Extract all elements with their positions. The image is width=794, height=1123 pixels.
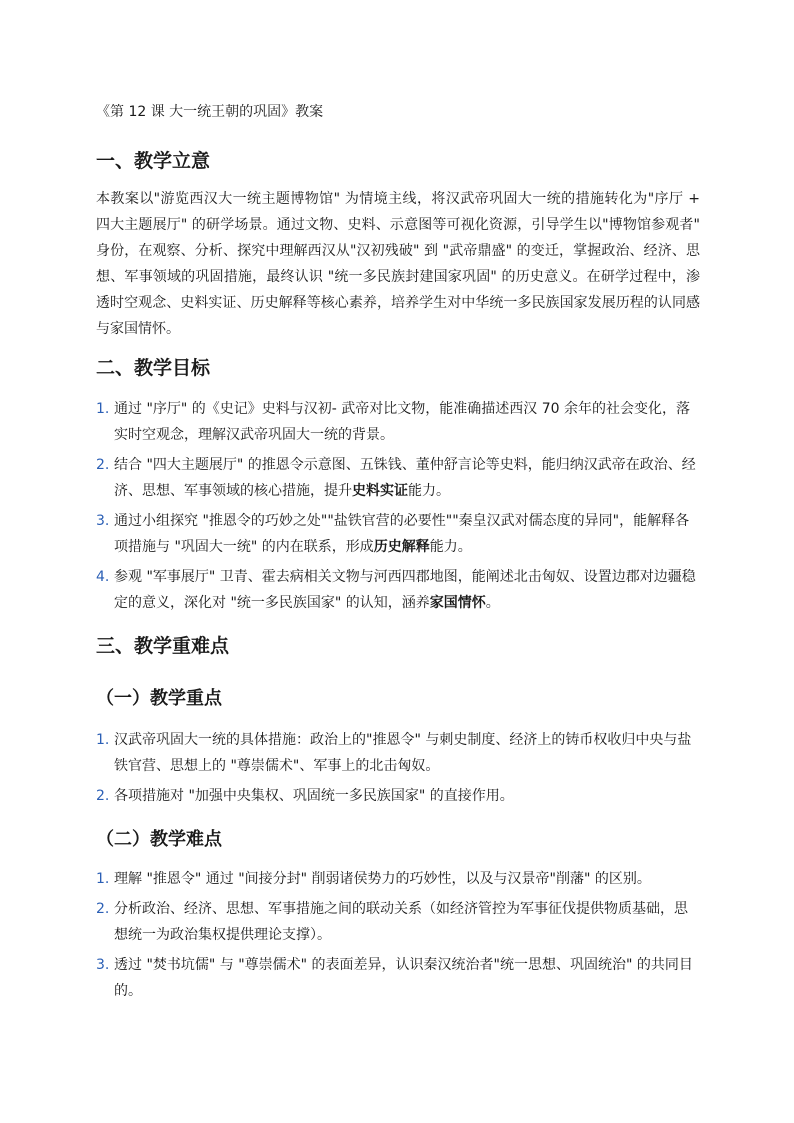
list-item-tail: 。 [485, 595, 500, 611]
list-item-number: 3. [96, 957, 110, 973]
difficult-points-list [96, 866, 700, 1008]
list-item-text: 汉武帝巩固大一统的具体措施：政治上的"推恩令" 与刺史制度、经济上的铸币权收归中央与盐铁官营、思想上的 "尊崇儒术"、军事上的北击匈奴。 [114, 732, 692, 774]
list-item [96, 866, 700, 892]
list-item-text: 各项措施对 "加强中央集权、巩固统一多民族国家" 的直接作用。 [114, 788, 514, 804]
list-item [96, 452, 700, 504]
list-item [96, 783, 700, 809]
list-item-emphasis: 历史解释 [373, 539, 430, 555]
list-item-text: 透过 "焚书坑儒" 与 "尊崇儒术" 的表面差异，认识秦汉统治者"统一思想、巩固统治" 的共同目的。 [114, 957, 693, 999]
section-paragraph-teaching-concept: 本教案以"游览西汉大一统主题博物馆" 为情境主线，将汉武帝巩固大一统的措施转化为"序厅 + 四大主题展厅" 的研学场景。通过文物、史料、示意图等可视化资源，引导学生以"博物馆参观者" 身份，在观察、分析、探究中理解西汉从"汉初残破" 到 "武帝鼎盛" 的变迁，掌握政治、经济、思想、军事领域的巩固措施，最终认识 "统一多民族封建国家巩固" 的历史意义。在研学过程中，渗透时空观念、史料实证、历史解释等核心素养，培养学生对中华统一多民族国家发展历程的认同感与家国情怀。 [96, 191, 700, 337]
list-item-number: 1. [96, 871, 110, 887]
subsection-heading-key-points: （一）教学重点 [96, 688, 222, 709]
section-heading-teaching-concept: 一、教学立意 [96, 150, 211, 172]
list-item-text: 通过小组探究 "推恩令的巧妙之处""盐铁官营的必要性""秦皇汉武对儒态度的异同"，能解释各项措施与 "巩固大一统" 的内在联系，形成 [114, 513, 690, 555]
section-heading-key-difficult-points: 三、教学重难点 [96, 635, 230, 657]
list-item [96, 896, 700, 948]
list-item-number: 4. [96, 569, 110, 585]
list-item-number: 1. [96, 401, 110, 417]
list-item-emphasis: 家国情怀 [429, 595, 486, 611]
list-item [96, 396, 700, 448]
list-item-number: 2. [96, 788, 110, 804]
list-item [96, 952, 700, 1004]
list-item [96, 727, 700, 779]
subsection-heading-difficult-points: （二）教学难点 [96, 829, 222, 850]
list-item-text: 结合 "四大主题展厅" 的推恩令示意图、五铢钱、董仲舒言论等史料，能归纳汉武帝在政治、经济、思想、军事领域的核心措施，提升 [114, 457, 696, 499]
list-item-tail: 能力。 [429, 539, 472, 555]
list-item-number: 2. [96, 457, 110, 473]
key-points-list [96, 727, 700, 813]
list-item-text: 通过 "序厅" 的《史记》史料与汉初- 武帝对比文物，能准确描述西汉 70 余年的社会变化，落实时空观念，理解汉武帝巩固大一统的背景。 [114, 401, 690, 443]
list-item-text: 理解 "推恩令" 通过 "间接分封" 削弱诸侯势力的巧妙性，以及与汉景帝"削藩" 的区别。 [114, 871, 651, 887]
list-item-tail: 能力。 [408, 483, 450, 499]
section-heading-teaching-goals: 二、教学目标 [96, 357, 211, 379]
list-item [96, 508, 700, 560]
document-title: 《第 12 课 大一统王朝的巩固》教案 [96, 104, 324, 120]
teaching-goals-list [96, 396, 700, 620]
list-item-number: 1. [96, 732, 110, 748]
list-item-emphasis: 史料实证 [352, 483, 408, 499]
list-item-text: 分析政治、经济、思想、军事措施之间的联动关系（如经济管控为军事征伐提供物质基础，思想统一为政治集权提供理论支撑）。 [114, 901, 688, 943]
list-item-number: 2. [96, 901, 110, 917]
list-item-text: 参观 "军事展厅" 卫青、霍去病相关文物与河西四郡地图，能阐述北击匈奴、设置边郡对边疆稳定的意义，深化对 "统一多民族国家" 的认知，涵养 [114, 569, 696, 611]
list-item-number: 3. [96, 513, 110, 529]
list-item [96, 564, 700, 616]
